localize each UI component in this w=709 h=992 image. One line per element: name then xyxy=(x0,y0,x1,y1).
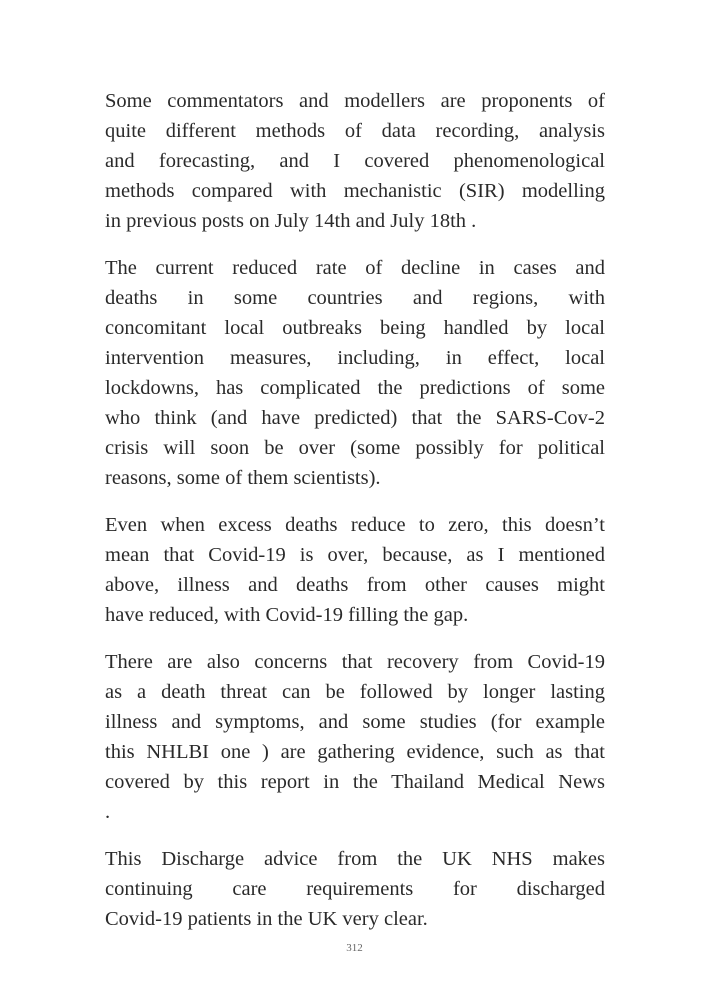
text-line: Some commentators and modellers are proponents of xyxy=(105,90,605,112)
text-line: concomitant local outbreaks being handled by local xyxy=(105,317,605,339)
text-line: have reduced, with Covid-19 filling the gap. xyxy=(105,604,469,626)
text-line: Even when excess deaths reduce to zero, this doesn’t xyxy=(105,514,605,536)
text-line: deaths in some countries and regions, with xyxy=(105,287,605,309)
text-line: this NHLBI one ) are gathering evidence, such as that xyxy=(105,741,605,763)
paragraph xyxy=(105,844,605,934)
text-line: Covid-19 patients in the UK very clear. xyxy=(105,908,428,930)
text-line: crisis will soon be over (some possibly for political xyxy=(105,437,605,459)
text-line: mean that Covid-19 is over, because, as I mentioned xyxy=(105,544,605,566)
page-body xyxy=(105,86,605,951)
text-line: This Discharge advice from the UK NHS makes xyxy=(105,848,605,870)
text-line: lockdowns, has complicated the predictions of some xyxy=(105,377,605,399)
paragraph xyxy=(105,253,605,493)
text-line: who think (and have predicted) that the SARS-Cov-2 xyxy=(105,407,605,429)
text-line: illness and symptoms, and some studies (for example xyxy=(105,711,605,733)
text-line: intervention measures, including, in effect, local xyxy=(105,347,605,369)
paragraph xyxy=(105,647,605,827)
paragraph xyxy=(105,86,605,236)
text-line: quite different methods of data recording, analysis xyxy=(105,120,605,142)
text-line: There are also concerns that recovery from Covid-19 xyxy=(105,651,605,673)
text-line: methods compared with mechanistic (SIR) modelling xyxy=(105,180,605,202)
text-line: . xyxy=(105,801,111,823)
paragraph xyxy=(105,510,605,630)
text-line: covered by this report in the Thailand Medical News xyxy=(105,771,605,793)
text-line: The current reduced rate of decline in cases and xyxy=(105,257,605,279)
text-line: as a death threat can be followed by longer lasting xyxy=(105,681,605,703)
text-line: above, illness and deaths from other causes might xyxy=(105,574,605,596)
text-line: and forecasting, and I covered phenomenological xyxy=(105,150,605,172)
text-line: reasons, some of them scientists). xyxy=(105,467,381,489)
page-number: 312 xyxy=(346,942,363,954)
text-line: in previous posts on July 14th and July 18th . xyxy=(105,210,477,232)
text-line: continuing care requirements for discharged xyxy=(105,878,605,900)
